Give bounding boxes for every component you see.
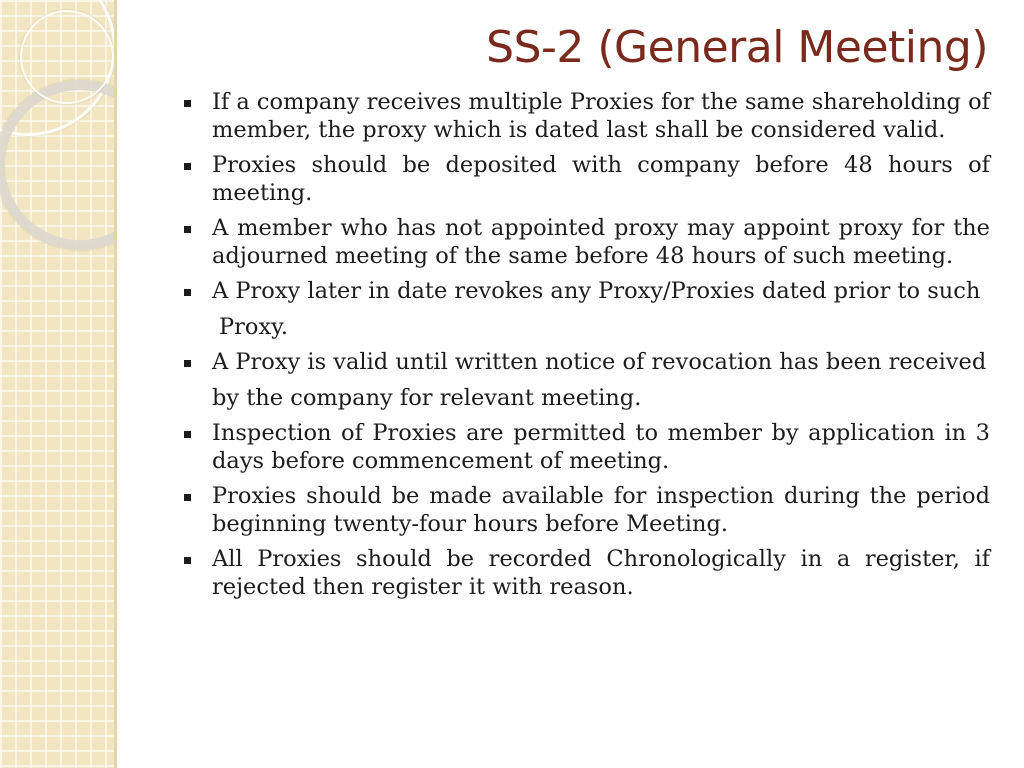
list-item <box>184 152 990 207</box>
list-item <box>184 420 990 475</box>
list-item-text: Proxies should be deposited with company before 48 hours of meeting. <box>212 152 990 206</box>
list-item <box>184 546 990 601</box>
bullet-square-icon <box>184 360 191 367</box>
decorative-sidebar <box>0 0 114 768</box>
list-item-text: A Proxy is valid until written notice of revocation has been received <box>212 349 987 375</box>
list-item-text: If a company receives multiple Proxies for the same shareholding of member, the proxy which is dated last shall be considered valid. <box>212 89 990 143</box>
list-item-text: All Proxies should be recorded Chronologically in a register, if rejected then register it with reason. <box>212 546 990 600</box>
bullet-square-icon <box>184 557 191 564</box>
list-item-text: Inspection of Proxies are permitted to member by application in 3 days before commencement of meeting. <box>212 420 990 474</box>
list-item-text: A Proxy later in date revokes any Proxy/Proxies dated prior to such <box>212 278 981 304</box>
list-item <box>184 349 990 377</box>
list-item-continuation: by the company for relevant meeting. <box>212 384 642 411</box>
bullet-square-icon <box>184 431 191 438</box>
list-item <box>184 278 990 306</box>
bullet-square-icon <box>184 289 191 296</box>
bullet-square-icon <box>184 163 191 170</box>
list-item <box>184 483 990 538</box>
bullet-square-icon <box>184 226 191 233</box>
list-item <box>184 215 990 270</box>
bullet-square-icon <box>184 100 191 107</box>
sidebar-divider <box>114 0 117 768</box>
list-item-text: Proxies should be made available for inspection during the period beginning twenty-four hours before Meeting. <box>212 483 990 537</box>
list-item-continuation: Proxy. <box>219 313 289 340</box>
decorative-ring <box>20 10 114 104</box>
bullet-list <box>184 89 990 609</box>
list-item-text: A member who has not appointed proxy may appoint proxy for the adjourned meeting of the same before 48 hours of such meeting. <box>212 215 990 269</box>
list-item <box>184 89 990 144</box>
slide-title: SS-2 (General Meeting) <box>486 22 988 73</box>
bullet-square-icon <box>184 494 191 501</box>
